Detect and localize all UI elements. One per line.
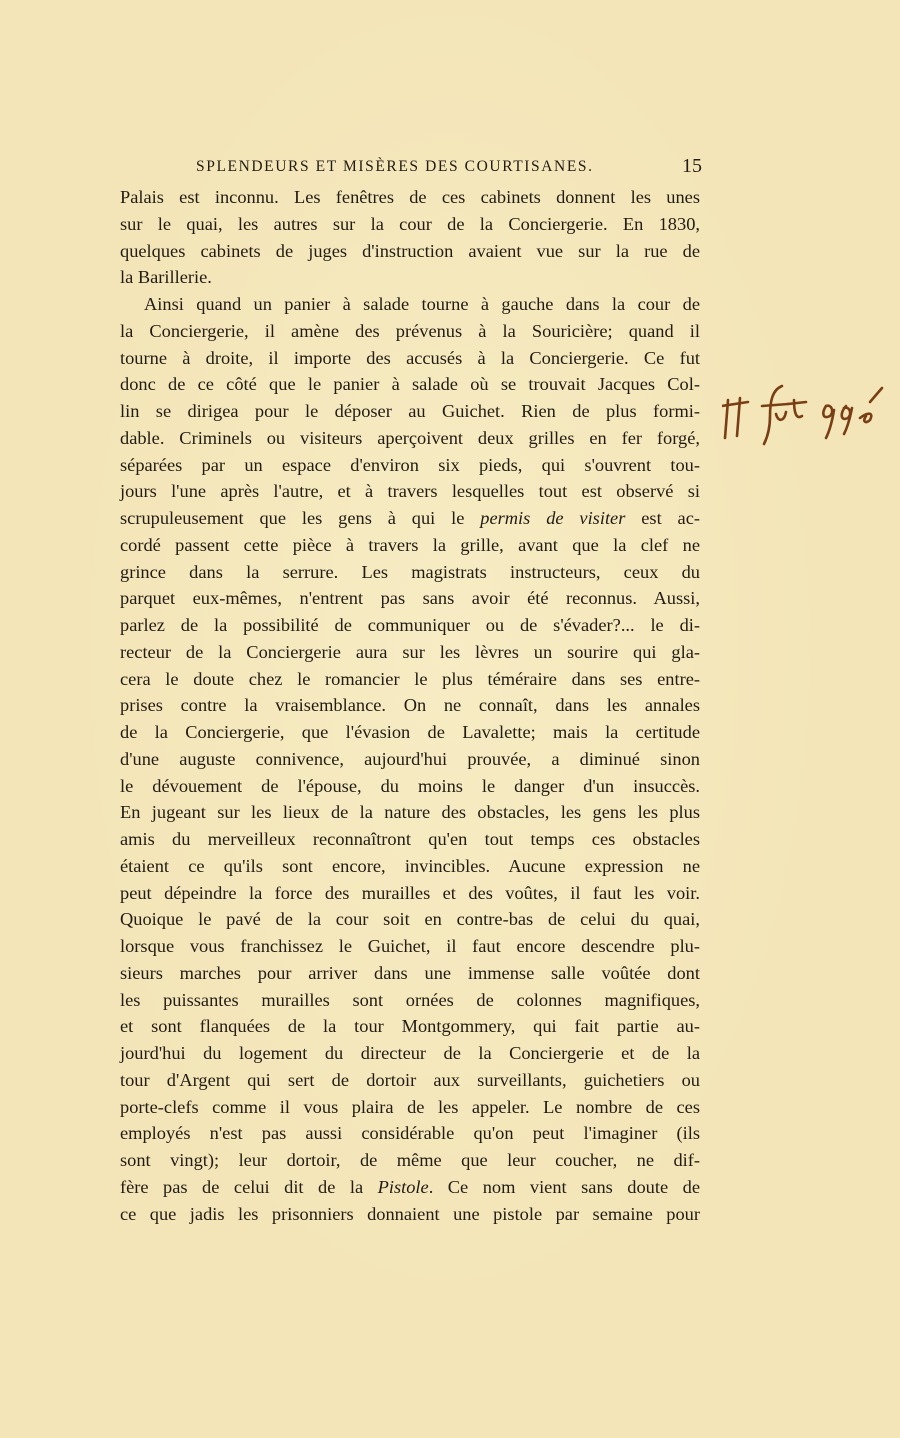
- text-line: les puissantes murailles sont ornées de colonnes magnifiques,: [120, 989, 700, 1010]
- body-text: [120, 184, 700, 1227]
- text-line: quelques cabinets de juges d'instruction avaient vue sur la rue de: [120, 240, 700, 261]
- running-head: [122, 155, 702, 182]
- text-line: la Conciergerie, il amène des prévenus à la Souricière; quand il: [120, 320, 700, 341]
- text-line: peut dépeindre la force des murailles et des voûtes, il faut les voir.: [120, 882, 700, 903]
- text-line: de la Conciergerie, que l'évasion de Lavalette; mais la certitude: [120, 722, 700, 742]
- text-line: employés n'est pas aussi considérable qu'on peut l'imaginer (ils: [120, 1123, 700, 1144]
- italic-phrase: Pistole: [377, 1176, 429, 1197]
- running-title: SPLENDEURS ET MISÈRES DES COURTISANES.: [196, 158, 594, 175]
- text-line: Palais est inconnu. Les fenêtres de ces cabinets donnent les unes: [120, 187, 700, 207]
- text-line: prises contre la vraisemblance. On ne connaît, dans les annales: [120, 695, 700, 716]
- text-line: la Barillerie.: [120, 267, 212, 288]
- text-line: parlez de la possibilité de communiquer ou de s'évader?... le di-: [120, 615, 700, 635]
- text-line: lorsque vous franchissez le Guichet, il faut encore descendre plu-: [120, 936, 700, 956]
- italic-phrase: permis de visiter: [480, 508, 626, 528]
- text-line: dable. Criminels ou visiteurs aperçoivent deux grilles en fer forgé,: [120, 427, 700, 448]
- text-line: porte-clefs comme il vous plaira de les appeler. Le nombre de ces: [120, 1096, 700, 1117]
- text-line: Quoique le pavé de la cour soit en contre-bas de celui du quai,: [120, 909, 700, 930]
- text-line: amis du merveilleux reconnaîtront qu'en tout temps ces obstacles: [120, 829, 700, 849]
- text-line: En jugeant sur les lieux de la nature des obstacles, les gens les plus: [120, 802, 700, 823]
- text-line: cordé passent cette pièce à travers la grille, avant que la clef ne: [120, 534, 700, 555]
- text-line: étaient ce qu'ils sont encore, invincibles. Aucune expression ne: [120, 855, 700, 876]
- text-line: tourne à droite, il importe des accusés à la Conciergerie. Ce fut: [120, 347, 700, 368]
- text-line: d'une auguste connivence, aujourd'hui prouvée, a diminué sinon: [120, 748, 700, 769]
- text-line: tour d'Argent qui sert de dortoir aux surveillants, guichetiers ou: [120, 1069, 700, 1090]
- text-line: lin se dirigea pour le déposer au Guichet. Rien de plus formi-: [120, 401, 700, 421]
- text-line: donc de ce côté que le panier à salade où se trouvait Jacques Col-: [120, 374, 700, 395]
- handwritten-margin-note: [722, 382, 892, 452]
- text-line: sur le quai, les autres sur la cour de la Conciergerie. En 1830,: [120, 213, 700, 234]
- text-line: grince dans la serrure. Les magistrats instructeurs, ceux du: [120, 561, 700, 582]
- text-line: sont vingt); leur dortoir, de même que leur coucher, ne dif-: [120, 1150, 700, 1170]
- page-number: 15: [682, 155, 702, 177]
- text-line: jourd'hui du logement du directeur de la Conciergerie et de la: [120, 1043, 700, 1063]
- handwriting-icon: [722, 382, 892, 452]
- text-line: fère pas de celui dit de la Pistole. Ce nom vient sans doute de: [120, 1176, 700, 1197]
- text-line: sieurs marches pour arriver dans une immense salle voûtée dont: [120, 962, 700, 983]
- text-line: recteur de la Conciergerie aura sur les lèvres un sourire qui gla-: [120, 641, 700, 662]
- text-line: scrupuleusement que les gens à qui le permis de visiter est ac-: [120, 508, 700, 528]
- text-line: séparées par un espace d'environ six pieds, qui s'ouvrent tou-: [120, 454, 700, 475]
- text-line: jours l'une après l'autre, et à travers lesquelles tout est observé si: [120, 481, 700, 502]
- text-line: et sont flanquées de la tour Montgommery, qui fait partie au-: [120, 1016, 700, 1037]
- text-line: Ainsi quand un panier à salade tourne à gauche dans la cour de: [144, 294, 700, 314]
- text-line: ce que jadis les prisonniers donnaient une pistole par semaine pour: [120, 1203, 700, 1224]
- text-line: cera le doute chez le romancier le plus téméraire dans ses entre-: [120, 668, 700, 689]
- text-line: parquet eux-mêmes, n'entrent pas sans avoir été reconnus. Aussi,: [120, 588, 700, 609]
- text-line: le dévouement de l'épouse, du moins le danger d'un insuccès.: [120, 775, 700, 796]
